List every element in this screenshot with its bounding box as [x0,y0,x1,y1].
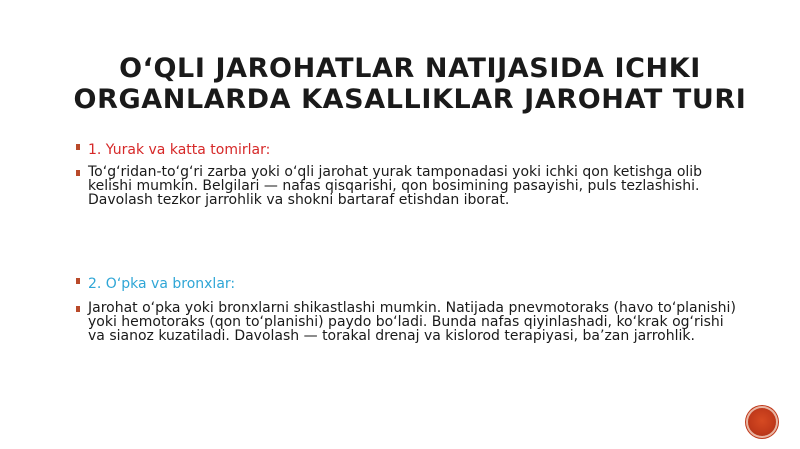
section-body-1 [76,165,736,207]
bullet-icon [76,278,80,284]
section-body-2 [76,301,736,343]
section-heading-1 [76,139,736,159]
section-body-text: To‘g‘ridan-to‘g‘ri zarba yoki o‘qli jarohat yurak tamponadasi yoki ichki qon ketishga olib kelishi mumkin. Belgilari — nafas qisqarishi, qon bosimining pasayishi, puls tezlashishi. Davolash tezkor jarrohlik va shokni bartaraf etishdan iborat. [88,164,703,208]
section-heading-text: 1. Yurak va katta tomirlar: [88,142,271,158]
slide-content [76,139,736,343]
next-slide-button[interactable] [748,408,776,436]
section-heading-text: 2. O‘pka va bronxlar: [88,276,236,292]
bullet-icon [76,144,80,150]
bullet-icon [76,170,80,176]
bullet-icon [76,306,80,312]
section-body-text: Jarohat o‘pka yoki bronxlarni shikastlashi mumkin. Natijada pnevmotoraks (havo to‘planishi) yoki hemotoraks (qon to‘planishi) paydo bo‘ladi. Bunda nafas qiyinlashadi, ko‘krak og‘rishi va sianoz kuzatiladi. Davolash — torakal drenaj va kislorod terapiyasi, ba’zan jarrohlik. [88,300,736,344]
slide-title: O‘QLI JAROHATLAR NATIJASIDA ICHKI ORGANLARDA KASALLIKLAR JAROHAT TURI [73,53,747,115]
section-heading-2 [76,273,736,293]
